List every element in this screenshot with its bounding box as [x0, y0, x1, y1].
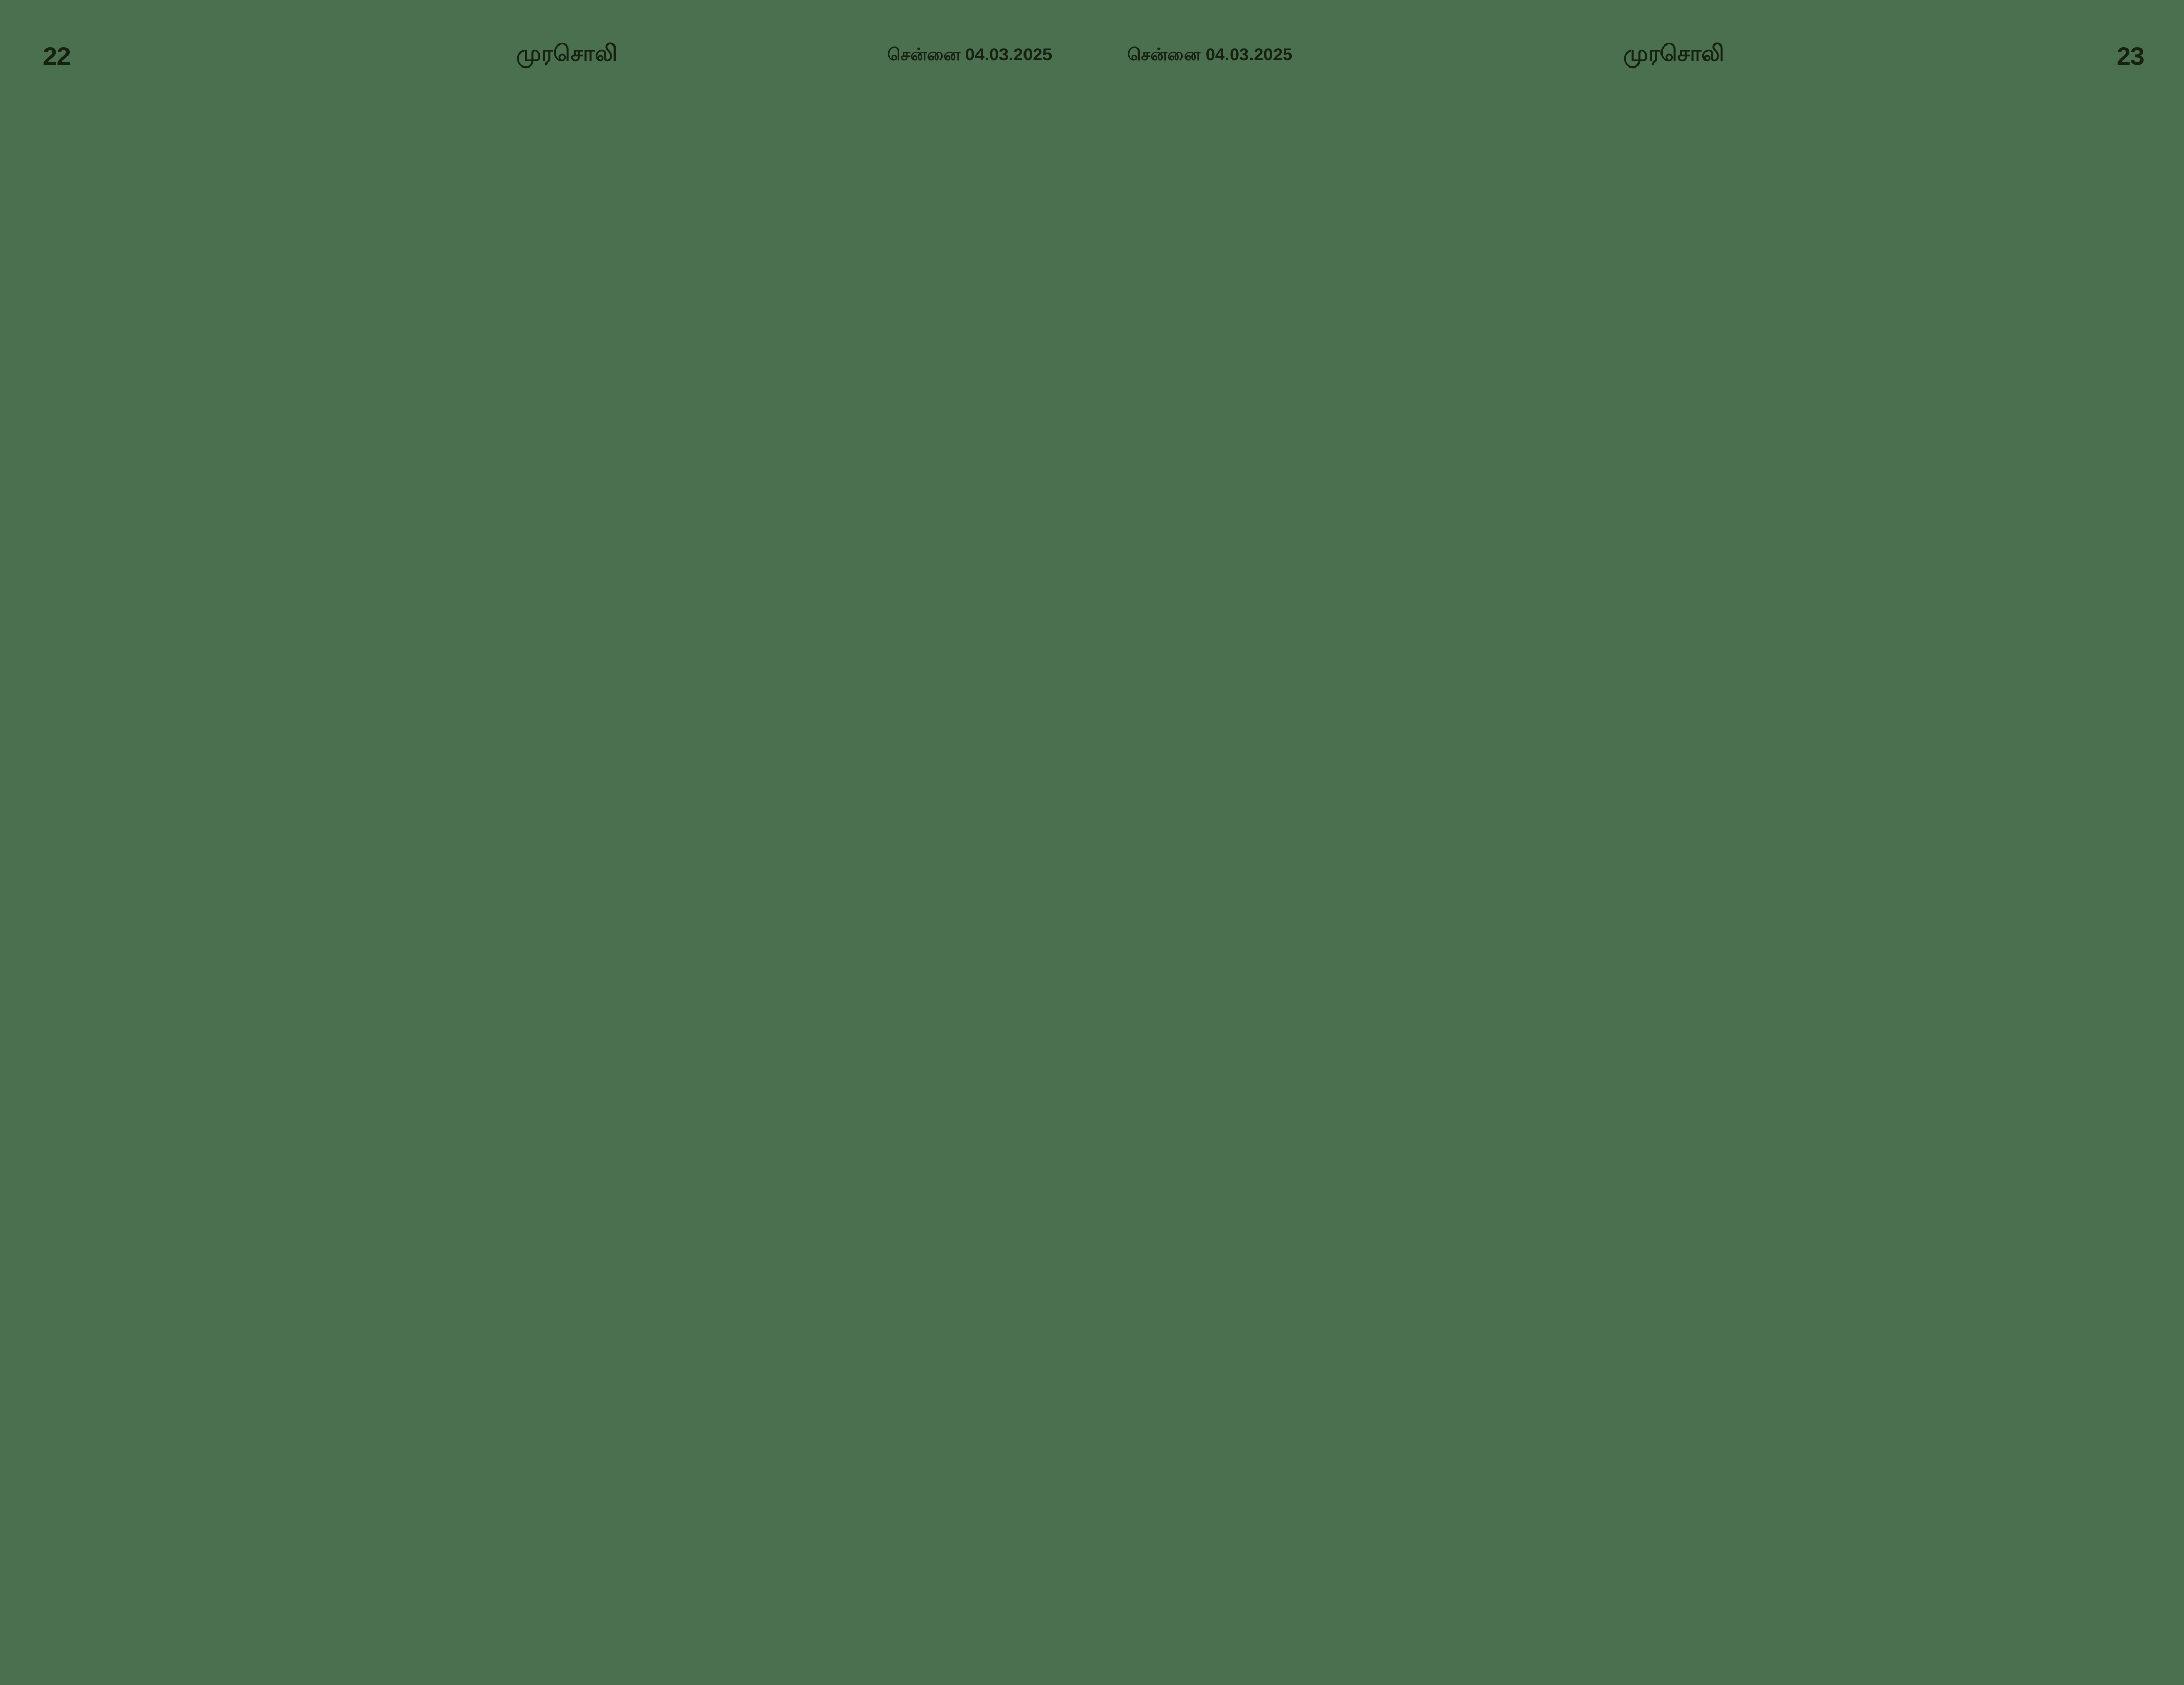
spread-header [0, 0, 2184, 97]
right-masthead: முரசொலி [1623, 41, 1724, 66]
right-page-number: 23 [2117, 42, 2144, 71]
left-page-number: 22 [43, 42, 71, 71]
right-place-date: சென்னை 04.03.2025 [1127, 45, 1293, 64]
spread-body [0, 97, 2184, 1685]
left-place-date: சென்னை 04.03.2025 [887, 45, 1053, 64]
left-masthead: முரசொலி [516, 41, 618, 66]
